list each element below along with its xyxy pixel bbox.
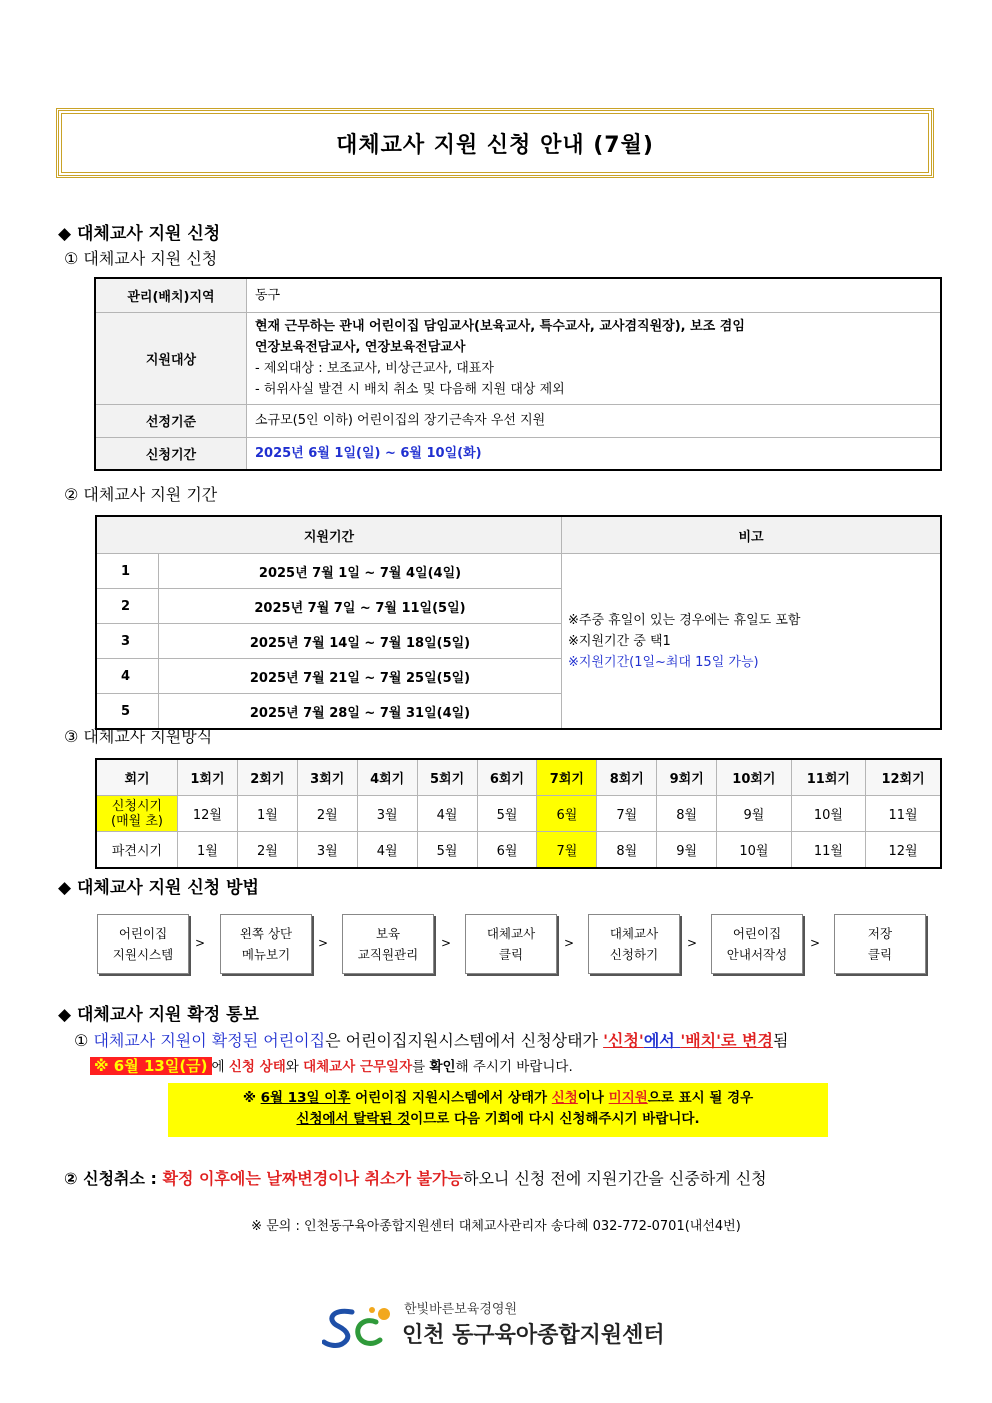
arrow-icon: > [195,936,206,950]
round-cell: 1회기 [178,759,238,796]
step-line: 왼쪽 상단 [239,926,293,941]
apply-time-label-1: 신청시기 [111,798,163,814]
schedule-table [95,758,942,869]
period-row-no: 1 [96,554,159,589]
apply-month: 10월 [791,796,865,832]
apply-time-label [96,796,178,832]
warning-text: 이나 [577,1090,609,1106]
step-line: 대체교사 [486,926,536,941]
warning-notice [168,1083,828,1137]
warning-mark: ※ [242,1090,261,1106]
confirm-end-text: 됨 [772,1031,789,1050]
note-header: 비고 [562,516,942,554]
period-label: 신청기간 [95,437,247,470]
note-holiday: ※주중 휴일이 있는 경우에는 휴일도 포함 [568,612,801,628]
check-confirm-text: 확인 [429,1059,456,1075]
arrow-icon: > [318,936,329,950]
period-value: 2025년 6월 1일(일) ~ 6월 10일(화) [247,437,942,470]
apply-info-table [94,277,942,471]
round-cell: 10회기 [717,759,791,796]
round-cell: 8회기 [597,759,657,796]
arrow-icon: > [564,936,575,950]
cancel-paragraph [64,1166,767,1189]
warning-rejected: 신청에서 탈락된 것 [296,1111,411,1127]
round-cell: 12회기 [866,759,941,796]
warning-text: 이므로 다음 기회에 다시 신청해주시기 바랍니다. [410,1111,700,1127]
period-row-no: 3 [96,624,159,659]
apply-month: 3월 [357,796,417,832]
warning-none: 미지원 [608,1090,648,1106]
status-assign-text: '배치' [680,1031,722,1050]
support-period-table [95,515,942,730]
step-line: 교직원관리 [357,947,419,962]
check-text-c: 를 [412,1059,430,1075]
round-cell: 4회기 [357,759,417,796]
target-line4: - 허위사실 발견 시 배치 취소 및 다음해 지원 대상 제외 [255,382,565,397]
period-row-range: 2025년 7월 21일 ~ 7월 25일(5일) [159,659,562,694]
note-choose: ※지원기간 중 택1 [568,633,671,649]
period-header: 지원기간 [96,516,562,554]
step-save [834,914,926,974]
subheading-method: ③ 대체교사 지원방식 [64,727,213,746]
apply-month: 1월 [237,796,297,832]
target-line3: - 제외대상 : 보조교사, 비상근교사, 대표자 [255,361,494,376]
subheading-apply: ① 대체교사 지원 신청 [64,249,218,268]
period-notes [562,554,942,730]
status-apply-text: '신청' [603,1031,644,1050]
period-row-range: 2025년 7월 28일 ~ 7월 31일(4일) [159,694,562,730]
step-line: 지원시스템 [112,947,174,962]
dispatch-month: 2월 [237,832,297,869]
dispatch-time-label: 파견시기 [96,832,178,869]
step-substitute-apply [588,914,680,974]
period-row-no: 4 [96,659,159,694]
step-line: 신청하기 [609,947,659,962]
round-cell: 11회기 [791,759,865,796]
confirmed-childcare-text: 대체교사 지원이 확정된 어린이집 [93,1031,326,1050]
round-cell-current: 7회기 [537,759,597,796]
cancel-rest: 하오니 신청 전에 지원기간을 신중하게 신청 [462,1169,767,1188]
round-label: 회기 [96,759,178,796]
step-line: 클릭 [867,947,893,962]
check-date-badge: ※ 6월 13일(금) [90,1057,212,1075]
step-line: 메뉴보기 [241,947,291,962]
dispatch-month: 9월 [657,832,717,869]
period-row-no: 2 [96,589,159,624]
round-cell: 6회기 [477,759,537,796]
apply-month: 11월 [866,796,941,832]
period-row-range: 2025년 7월 14일 ~ 7월 18일(5일) [159,624,562,659]
contact-info: ※ 문의 : 인천동구육아종합지원센터 대체교사관리자 송다혜 032-772-0701(내선4번) [251,1219,741,1234]
step-write-guide [711,914,803,974]
warning-line1 [168,1088,828,1109]
step-line: 보육 [375,926,401,941]
warning-line2 [168,1109,828,1130]
note-max: ※지원기간(1일~최대 15일 가능) [568,654,759,670]
arrow-icon: > [441,936,452,950]
dispatch-month: 12월 [866,832,941,869]
confirm-paragraph [74,1028,974,1051]
dispatch-month: 1월 [178,832,238,869]
dispatch-month: 3월 [297,832,357,869]
dispatch-month: 8월 [597,832,657,869]
check-paragraph [90,1055,573,1076]
target-line2: 연장보육전담교사, 연장보육전담교사 [255,340,466,355]
target-label: 지원대상 [95,312,247,404]
step-line: 어린이집 [118,926,168,941]
period-row-no: 5 [96,694,159,730]
subheading-period: ② 대체교사 지원 기간 [64,485,218,504]
dispatch-month: 11월 [791,832,865,869]
apply-month: 8월 [657,796,717,832]
criteria-value: 소규모(5인 이하) 어린이집의 장기근속자 우선 지원 [247,404,942,437]
apply-month-current: 6월 [537,796,597,832]
check-text-b: 와 [285,1059,304,1075]
check-state-text: 신청 상태 [228,1059,286,1075]
paragraph-number: ① [74,1031,89,1050]
step-staff-management [342,914,434,974]
check-text-d: 해 주시기 바랍니다. [455,1059,573,1075]
region-value: 동구 [247,278,942,312]
section-heading-apply: ◆ 대체교사 지원 신청 [58,224,221,244]
step-line: 저장 [867,926,893,941]
cancel-warning: 확정 이후에는 날짜변경이나 취소가 불가능 [162,1169,463,1188]
title-box [56,108,934,178]
step-substitute-click [465,914,557,974]
apply-month: 9월 [717,796,791,832]
round-cell: 2회기 [237,759,297,796]
logo-icon [322,1304,396,1350]
dispatch-month: 5월 [417,832,477,869]
step-menu [220,914,312,974]
target-value [247,312,942,404]
apply-month: 7월 [597,796,657,832]
dispatch-month: 10월 [717,832,791,869]
footer-logo [322,1298,702,1358]
period-row-range: 2025년 7월 1일 ~ 7월 4일(4일) [159,554,562,589]
criteria-label: 선정기준 [95,404,247,437]
dispatch-month: 4월 [357,832,417,869]
warning-text: 으로 표시 될 경우 [647,1090,754,1106]
warning-text: 어린이집 지원시스템에서 상태가 [350,1090,552,1106]
apply-month: 12월 [178,796,238,832]
cancel-label: ② 신청취소 : [64,1169,163,1188]
step-line: 어린이집 [732,926,782,941]
apply-time-label-2: (매월 초) [111,813,163,829]
section-heading-method: ◆ 대체교사 지원 신청 방법 [58,878,259,898]
status-change-text: 로 변경 [721,1031,773,1050]
period-row-range: 2025년 7월 7일 ~ 7월 11일(5일) [159,589,562,624]
dispatch-month-current: 7월 [537,832,597,869]
round-cell: 3회기 [297,759,357,796]
warning-date: 6월 13일 이후 [260,1090,351,1106]
apply-month: 5월 [477,796,537,832]
section-heading-confirm: ◆ 대체교사 지원 확정 통보 [58,1005,259,1025]
step-line: 클릭 [498,947,524,962]
round-cell: 9회기 [657,759,717,796]
check-workday-text: 대체교사 근무일자 [303,1059,413,1075]
confirm-mid-text: 은 어린이집지원시스템에서 신청상태가 [325,1031,604,1050]
apply-month: 2월 [297,796,357,832]
step-line: 대체교사 [609,926,659,941]
step-childcare-system [97,914,189,974]
check-text-a: 에 [211,1059,229,1075]
footer-org-main: 인천 동구육아종합지원센터 [402,1323,665,1348]
apply-month: 4월 [417,796,477,832]
region-label: 관리(배치)지역 [95,278,247,312]
round-cell: 5회기 [417,759,477,796]
arrow-icon: > [687,936,698,950]
target-line1: 현재 근무하는 관내 어린이집 담임교사(보육교사, 특수교사, 교사겸직원장), 보조 겸임 [255,319,745,334]
warning-apply: 신청 [551,1090,578,1106]
page-title: 대체교사 지원 신청 안내 (7월) [336,132,654,158]
footer-org-top: 한빛바른보육경영원 [404,1302,518,1317]
status-from-text: 에서 [643,1031,681,1050]
dispatch-month: 6월 [477,832,537,869]
arrow-icon: > [810,936,821,950]
step-line: 안내서작성 [726,947,788,962]
